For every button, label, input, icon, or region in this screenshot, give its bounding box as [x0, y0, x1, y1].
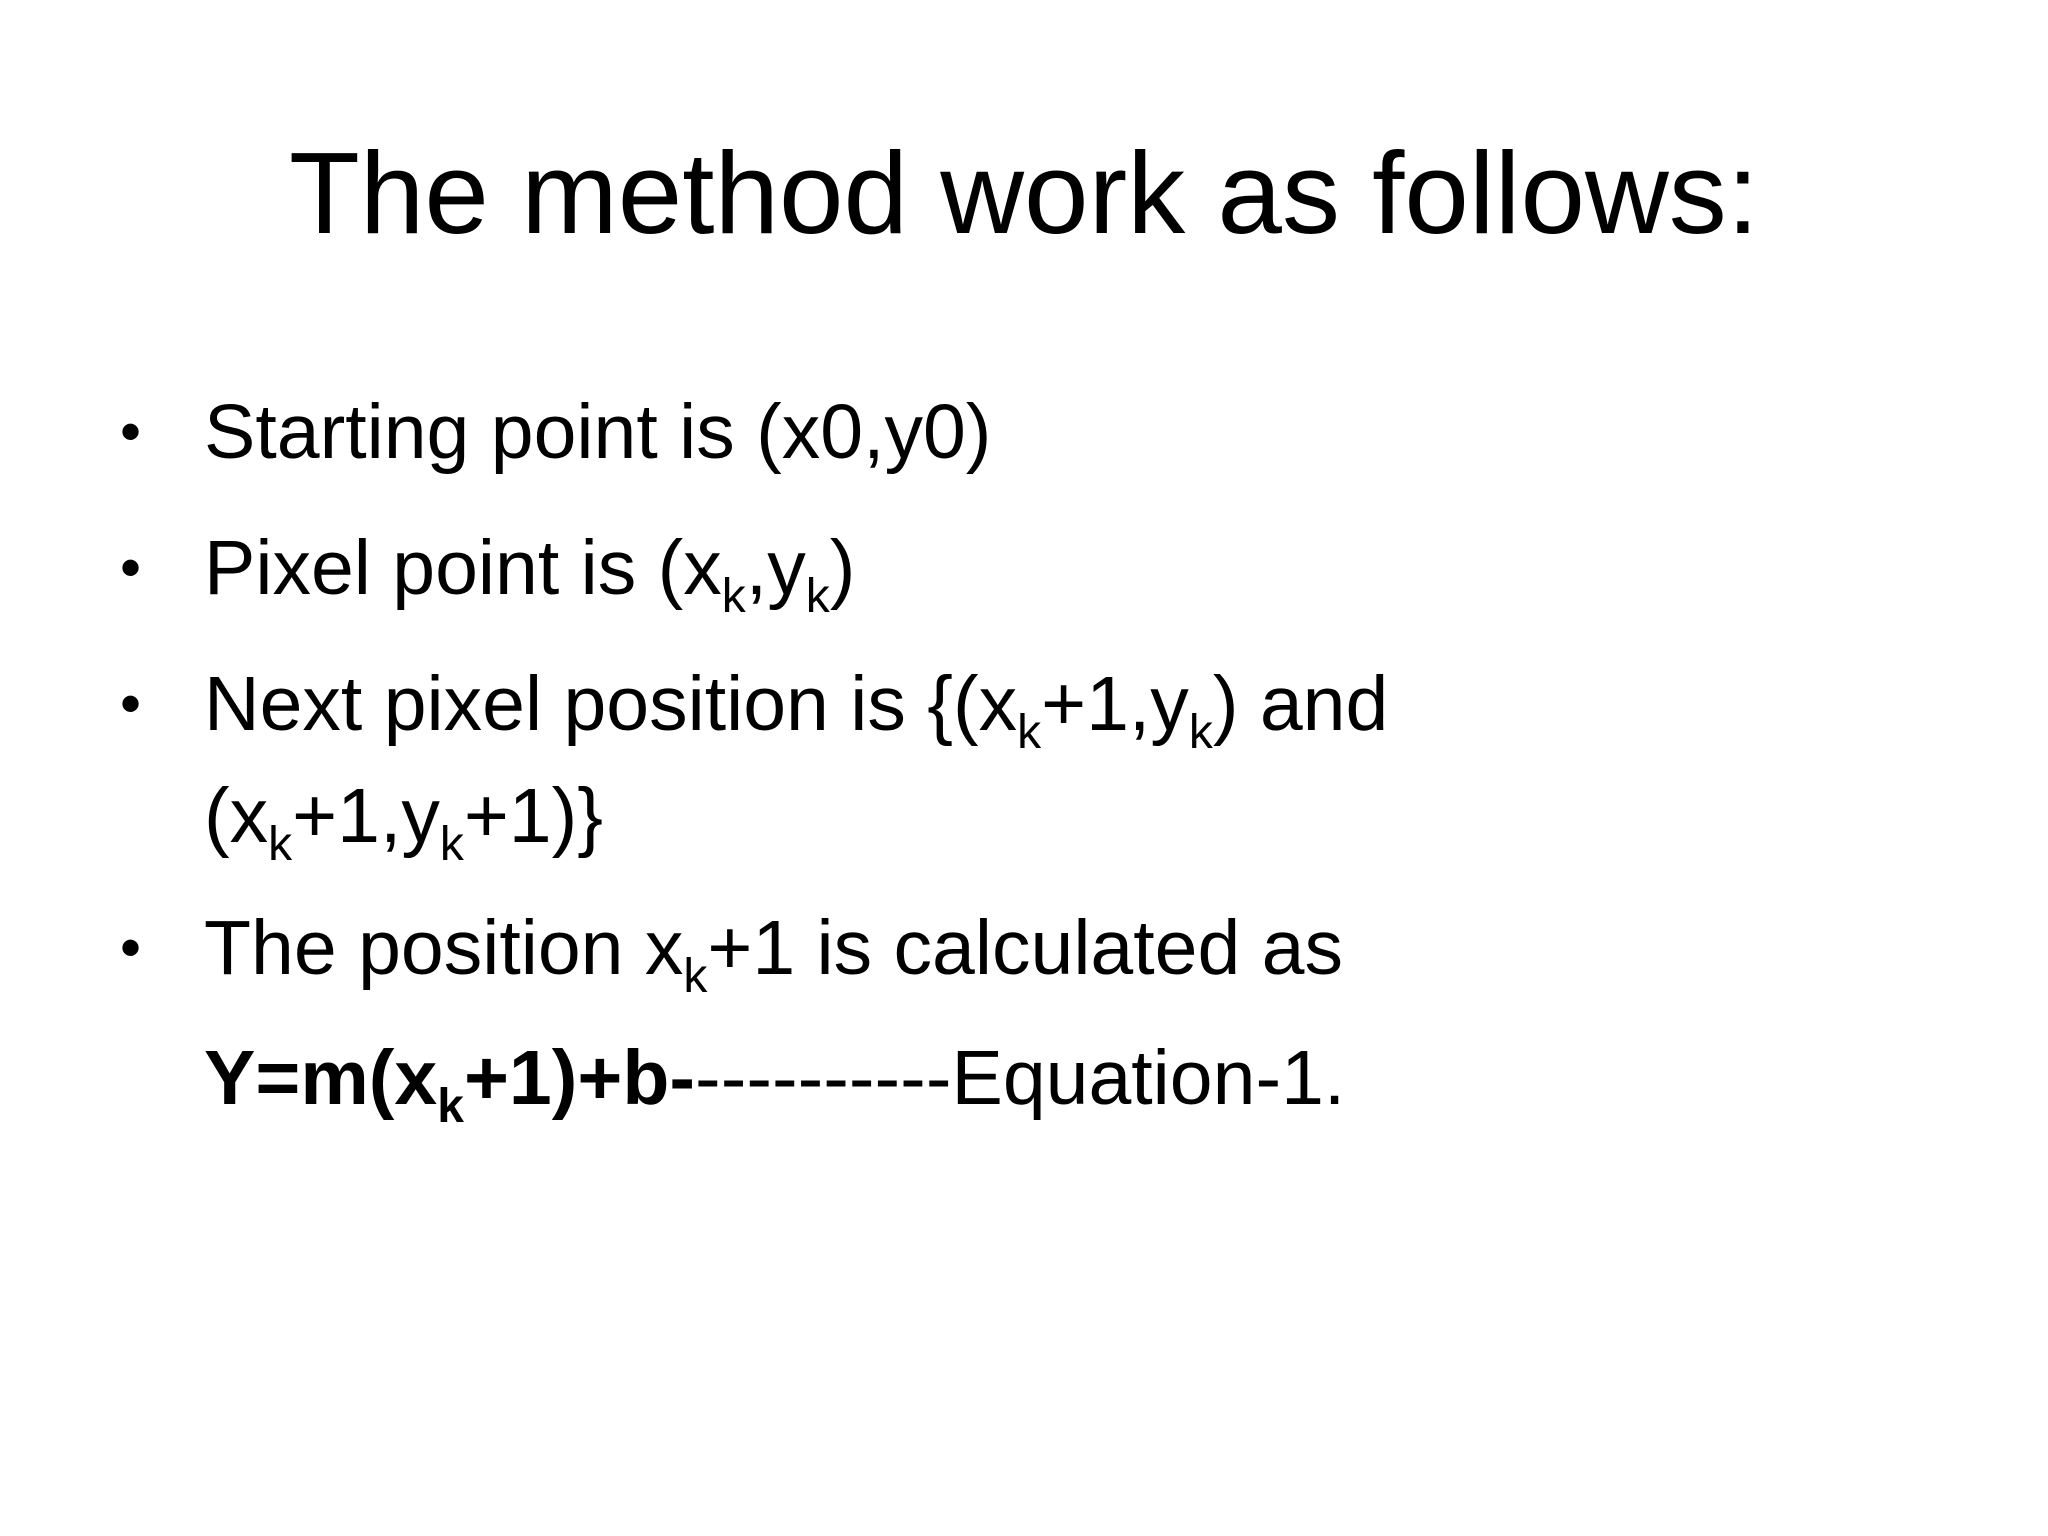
text-run: ) and — [1212, 661, 1389, 747]
text-run: Next pixel position is {(x — [204, 661, 1018, 747]
text-run: +1)+b- — [463, 1035, 696, 1121]
subscript: k — [268, 818, 293, 871]
bullet-marker: • — [120, 398, 142, 465]
text-run: Y=m(x — [204, 1035, 438, 1121]
equation-text — [204, 1028, 1346, 1133]
bullet-text — [204, 898, 1344, 1003]
subscript: k — [721, 570, 746, 623]
bullet-text: Starting point is (x0,y0) — [204, 389, 992, 475]
text-run: Pixel point is (x — [204, 525, 722, 611]
subscript: k — [805, 570, 830, 623]
subscript: k — [437, 1080, 464, 1133]
text-run: +1 is calculated as — [707, 905, 1344, 991]
equation-bold-part — [204, 1035, 696, 1133]
text-run: +1,y — [1041, 661, 1189, 747]
subscript: k — [1017, 706, 1042, 759]
bullet-marker: • — [120, 670, 142, 737]
equation-label: ----------Equation-1. — [695, 1035, 1346, 1121]
text-run: The position x — [204, 905, 684, 991]
subscript: k — [1188, 706, 1213, 759]
text-run: +1)} — [463, 773, 603, 859]
slide-title: The method work as follows: — [289, 128, 1759, 258]
text-run: (x — [204, 773, 269, 859]
subscript: k — [439, 818, 464, 871]
bullet-text — [204, 654, 1389, 759]
bullet-marker: • — [120, 914, 142, 981]
text-run: +1,y — [292, 773, 440, 859]
text-run: ,y — [745, 525, 806, 611]
bullet-text — [204, 766, 603, 871]
bullet-text — [204, 518, 856, 623]
bullet-marker: • — [120, 534, 142, 601]
subscript: k — [683, 950, 708, 1003]
text-run: ) — [829, 525, 856, 611]
